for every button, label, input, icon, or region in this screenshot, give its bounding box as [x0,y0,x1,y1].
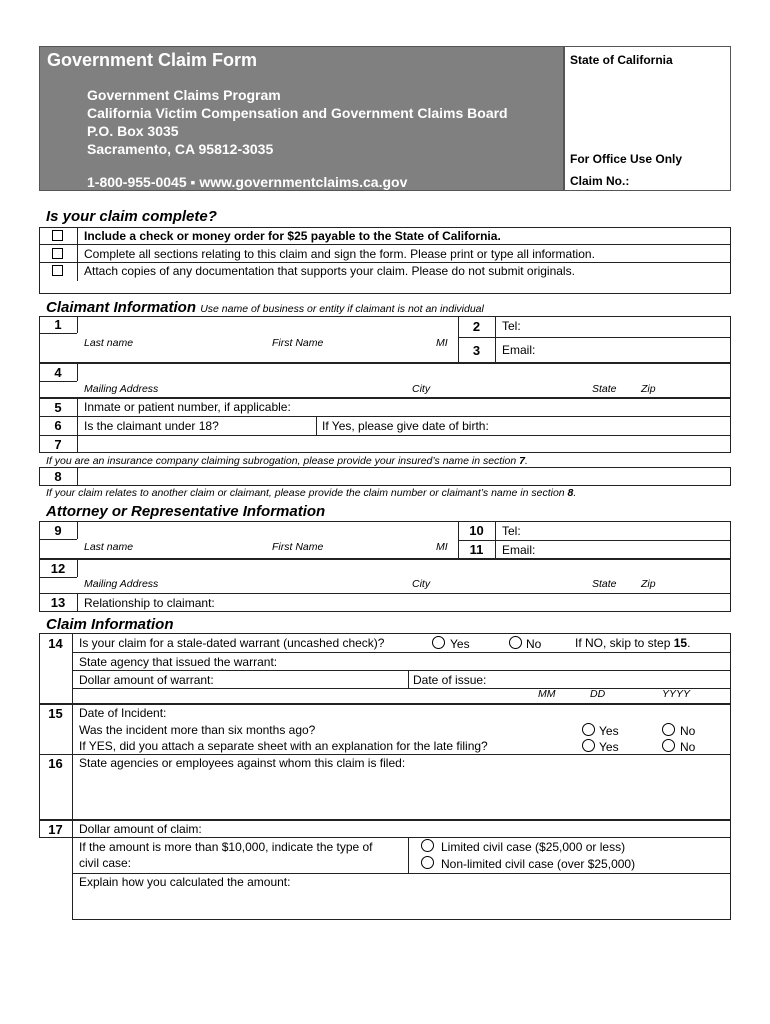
skip-step: 15 [673,636,688,650]
field-number-2: 2 [472,319,481,334]
col-line [495,316,496,363]
under-18-label: Is the claimant under 18? [84,419,219,433]
row-line [39,333,77,334]
board-name: California Victim Compensation and Government Claims Board [87,105,508,121]
field-number-10: 10 [469,523,484,538]
col-line [77,593,78,612]
warrant-amount-label: Dollar amount of warrant: [79,673,214,687]
sheet-yes-radio[interactable] [582,739,595,752]
field-number-9: 9 [54,523,62,538]
attorney-first-name-caption: First Name [272,541,324,553]
six-months-no-radio[interactable] [662,723,675,736]
limited-civil-label: Limited civil case ($25,000 or less) [441,840,626,854]
inmate-label: Inmate or patient number, if applicable: [84,400,291,414]
yyyy-caption: YYYY [662,688,691,700]
six-months-yes-label: Yes [599,724,619,738]
col-line [77,398,78,453]
sheet-yes-label: Yes [599,740,619,754]
six-months-yes-radio[interactable] [582,723,595,736]
related-note-end: . [573,487,577,499]
skip-text: If NO, skip to step [575,636,674,650]
stale-no-radio[interactable] [509,636,522,649]
stale-yes-radio[interactable] [432,636,445,649]
row-line [39,416,731,417]
attorney-zip-caption: Zip [641,578,656,590]
dob-label: If Yes, please give date of birth: [322,419,489,433]
col-line [316,416,317,435]
checklist-item-complete: Complete all sections relating to this claim and sign the form. Please print or type all information. [84,247,595,261]
six-months-no-label: No [680,724,696,738]
agencies-label: State agencies or employees against whom this claim is filed: [79,756,406,770]
claimant-name-row [39,316,731,363]
attorney-email-label: Email: [502,543,536,557]
separate-sheet-question: If YES, did you attach a separate sheet with an explanation for the late filing? [79,739,488,753]
skip-end: . [687,636,691,650]
col-line [77,316,78,333]
claimant-note: Use name of business or entity if claimant is not an individual [200,303,484,315]
form-title: Government Claim Form [47,50,258,70]
checklist-divider [77,227,78,281]
checklist-row-line [39,244,731,245]
field-number-15: 15 [48,706,63,721]
tel-label: Tel: [502,319,521,333]
col-line [408,670,409,688]
stale-no-label: No [526,637,542,651]
field-number-12: 12 [50,561,66,576]
email-label: Email: [502,343,536,357]
nonlimited-civil-radio[interactable] [421,856,434,869]
civil-case-question-line1: If the amount is more than $10,000, indicate the type of [79,840,373,854]
insurance-note-end: . [525,455,528,467]
field-number-16: 16 [48,756,63,771]
date-of-issue-label: Date of issue: [413,673,487,687]
row-line [458,337,731,338]
contact-line: 1-800-955-0045 ▪ www.governmentclaims.ca.gov [87,174,408,190]
nonlimited-civil-label: Non-limited civil case (over $25,000) [441,857,636,871]
field-number-8: 8 [54,469,62,484]
attorney-mailing-caption: Mailing Address [84,578,159,590]
row-line [39,577,77,578]
dollar-claim-label: Dollar amount of claim: [79,822,202,836]
field-number-11: 11 [469,542,484,557]
dd-caption: DD [590,688,606,700]
six-months-question: Was the incident more than six months ago? [79,723,316,737]
col-line [77,521,78,539]
last-name-caption: Last name [84,337,134,349]
field-number-4: 4 [54,365,62,380]
field-number-5: 5 [54,400,62,415]
section-title-claimant [46,299,484,316]
mailing-caption: Mailing Address [84,383,159,395]
attorney-city-caption: City [412,578,431,590]
sheet-no-radio[interactable] [662,739,675,752]
issuing-agency-label: State agency that issued the warrant: [79,655,278,669]
row-line [458,540,731,541]
col-line [72,754,73,820]
field-number-13: 13 [50,595,66,610]
col-line [72,633,73,704]
checkbox-complete-sections[interactable] [52,248,63,259]
row-line [72,670,731,671]
checkbox-fee[interactable] [52,230,63,241]
first-name-caption: First Name [272,337,324,349]
field-number-7: 7 [54,437,62,452]
row-line [39,435,731,436]
checklist-item-fee: Include a check or money order for $25 payable to the State of California. [84,229,501,243]
program-name: Government Claims Program [87,87,281,103]
col-line [72,704,73,755]
row-line [72,652,731,653]
row-line [39,539,77,540]
field-number-14: 14 [48,636,63,651]
civil-case-question-line2: civil case: [79,856,132,870]
claimant-row-8 [39,467,731,486]
related-note-section: 8 [567,487,574,499]
insurance-note-text: If you are an insurance company claiming subrogation, please provide your insured’s name in section [46,455,520,467]
section-title-claim: Claim Information [46,616,174,633]
state-caption: State [592,383,617,395]
stale-warrant-question: Is your claim for a stale-dated warrant (uncashed check)? [79,636,385,650]
zip-caption: Zip [641,383,656,395]
po-box: P.O. Box 3035 [87,123,179,139]
relationship-label: Relationship to claimant: [84,596,215,610]
col-line [77,467,78,486]
sheet-no-label: No [680,740,696,754]
limited-civil-radio[interactable] [421,839,434,852]
mi-caption: MI [436,337,448,349]
col-line [77,559,78,577]
field-number-17: 17 [48,822,63,837]
field-number-1: 1 [54,317,62,332]
col-line [77,363,78,381]
attorney-mi-caption: MI [436,541,448,553]
row-line [72,688,731,689]
claim-no-label: Claim No.: [570,174,630,188]
skip-instruction [575,636,690,650]
checkbox-attach-copies[interactable] [52,265,63,276]
date-of-incident-label: Date of Incident: [79,706,167,720]
section-title-complete: Is your claim complete? [46,208,217,225]
attorney-last-name-caption: Last name [84,541,134,553]
claimant-title: Claimant Information [46,299,197,316]
related-claim-note [46,487,576,499]
attorney-state-caption: State [592,578,617,590]
explain-amount-label: Explain how you calculated the amount: [79,875,291,889]
stale-yes-label: Yes [450,637,470,651]
mm-caption: MM [538,688,556,700]
attorney-tel-label: Tel: [502,524,521,538]
insurance-note [46,455,528,467]
checklist-item-attach: Attach copies of any documentation that supports your claim. Please do not submit originals. [84,264,575,278]
section-title-attorney: Attorney or Representative Information [46,503,326,520]
field-number-6: 6 [54,418,62,433]
related-note-text: If your claim relates to another claim or claimant, please provide the claim number or claimant’s name in section [46,487,568,499]
form-header [39,46,564,191]
row-line [39,381,77,382]
state-of-california: State of California [570,53,673,67]
col-line [72,820,73,838]
insurance-note-section: 7 [519,455,525,467]
col-line [408,837,409,873]
field-number-3: 3 [472,343,481,358]
city-caption: City [412,383,431,395]
office-use-box [564,46,731,191]
office-use-label: For Office Use Only [570,152,683,166]
city-address: Sacramento, CA 95812-3035 [87,141,274,157]
checklist-row-line [39,262,731,263]
row-line [72,873,731,874]
